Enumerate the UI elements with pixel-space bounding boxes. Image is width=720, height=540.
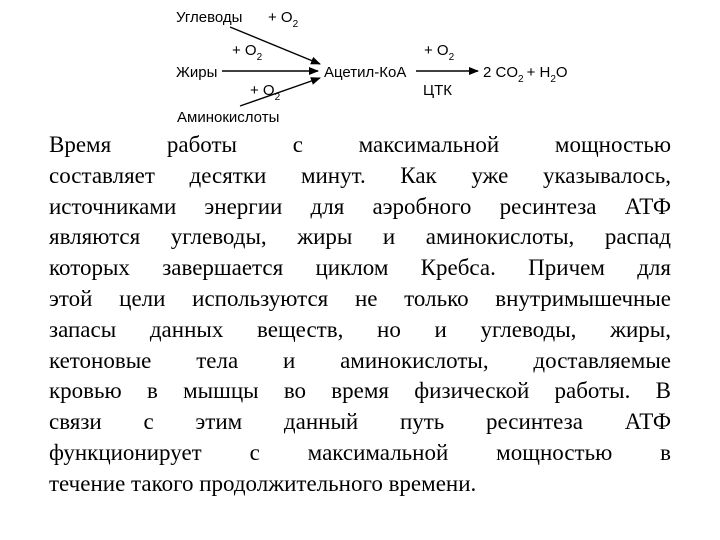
metabolic-pathway-diagram [0,0,720,130]
body-paragraph [49,130,671,500]
text-line: источниками энергии для аэробного ресинтеза АТФ [49,193,671,219]
oxygen-label-amino-acids: + $O_2$ [250,82,281,103]
oxygen-label-fats: + $O_2$ [232,42,263,63]
oxygen-label-carbohydrates: + $O_2$ [268,9,299,30]
text-line: кровью в мышцы во время физической работы. В [49,378,671,404]
text-line: связи с этим данный путь ресинтеза АТФ [49,409,671,435]
products-label: 2 $CO_2 + H_2O$ [483,64,568,85]
text-line: функционирует с максимальной мощностью в [49,439,671,465]
text-line: являются углеводы, жиры и аминокислоты, распад [49,224,671,250]
fats-label: Жиры [176,64,218,81]
carbohydrates-label: Углеводы [176,9,243,26]
text-line: этой цели используются не только внутримышечные [49,285,671,311]
text-line: кетоновые тела и аминокислоты, доставляемые [49,347,671,373]
amino-acids-label: Аминокислоты [177,109,280,126]
text-line: которых завершается циклом Кребса. Причем для [49,255,671,281]
text-line: составляет десятки минут. Как уже указывалось, [49,162,671,188]
text-line: Время работы с максимальной мощностью [49,132,671,157]
text-line: течение такого продолжительного времени. [49,470,477,496]
text-line: запасы данных веществ, но и углеводы, жиры, [49,316,671,342]
acetyl-coa-label: Ацетил-КоА [324,64,407,81]
oxygen-label-tca: + $O_2$ [424,42,455,63]
tca-label: ЦТК [423,82,452,99]
